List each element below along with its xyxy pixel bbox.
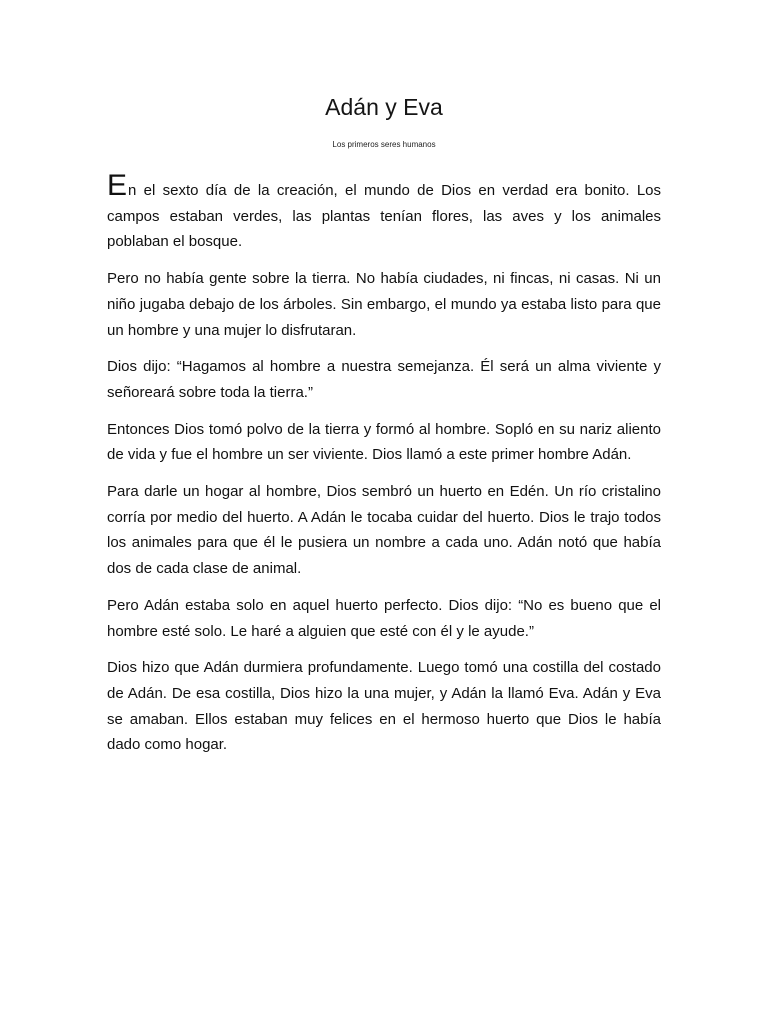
- drop-cap: E: [107, 169, 128, 202]
- paragraph-1-text: n el sexto día de la creación, el mundo de Dios en verdad era bonito. Los campos estaban verdes, las plantas tenían flores, las aves y los animales poblaban el bosque.: [107, 182, 661, 251]
- paragraph-1: [107, 169, 661, 255]
- paragraph-4: Entonces Dios tomó polvo de la tierra y formó al hombre. Sopló en su nariz aliento de vida y fue el hombre un ser viviente. Dios llamó a este primer hombre Adán.: [107, 420, 661, 464]
- paragraph-7: Dios hizo que Adán durmiera profundamente. Luego tomó una costilla del costado de Adán. De esa costilla, Dios hizo la una mujer, y Adán la llamó Eva. Adán y Eva se amaban. Ellos estaban muy felices en el hermoso huerto que Dios le había dado como hogar.: [107, 659, 661, 754]
- paragraph-3: Dios dijo: “Hagamos al hombre a nuestra semejanza. Él será un alma viviente y señoreará sobre toda la tierra.”: [107, 358, 661, 401]
- body-text: [107, 169, 661, 769]
- page-subtitle: Los primeros seres humanos: [332, 140, 436, 149]
- paragraph-2: Pero no había gente sobre la tierra. No había ciudades, ni fincas, ni casas. Ni un niño jugaba debajo de los árboles. Sin embargo, el mundo ya estaba listo para que un hombre y una mujer lo disfrutaran.: [107, 270, 661, 339]
- paragraph-5: Para darle un hogar al hombre, Dios sembró un huerto en Edén. Un río cristalino corría por medio del huerto. A Adán le tocaba cuidar del huerto. Dios le trajo todos los animales para que él le pusiera un nombre a cada uno. Adán notó que había dos de cada clase de animal.: [107, 483, 661, 578]
- page-title: Adán y Eva: [325, 94, 443, 120]
- paragraph-6: Pero Adán estaba solo en aquel huerto perfecto. Dios dijo: “No es bueno que el hombre esté solo. Le haré a alguien que esté con él y le ayude.”: [107, 596, 661, 640]
